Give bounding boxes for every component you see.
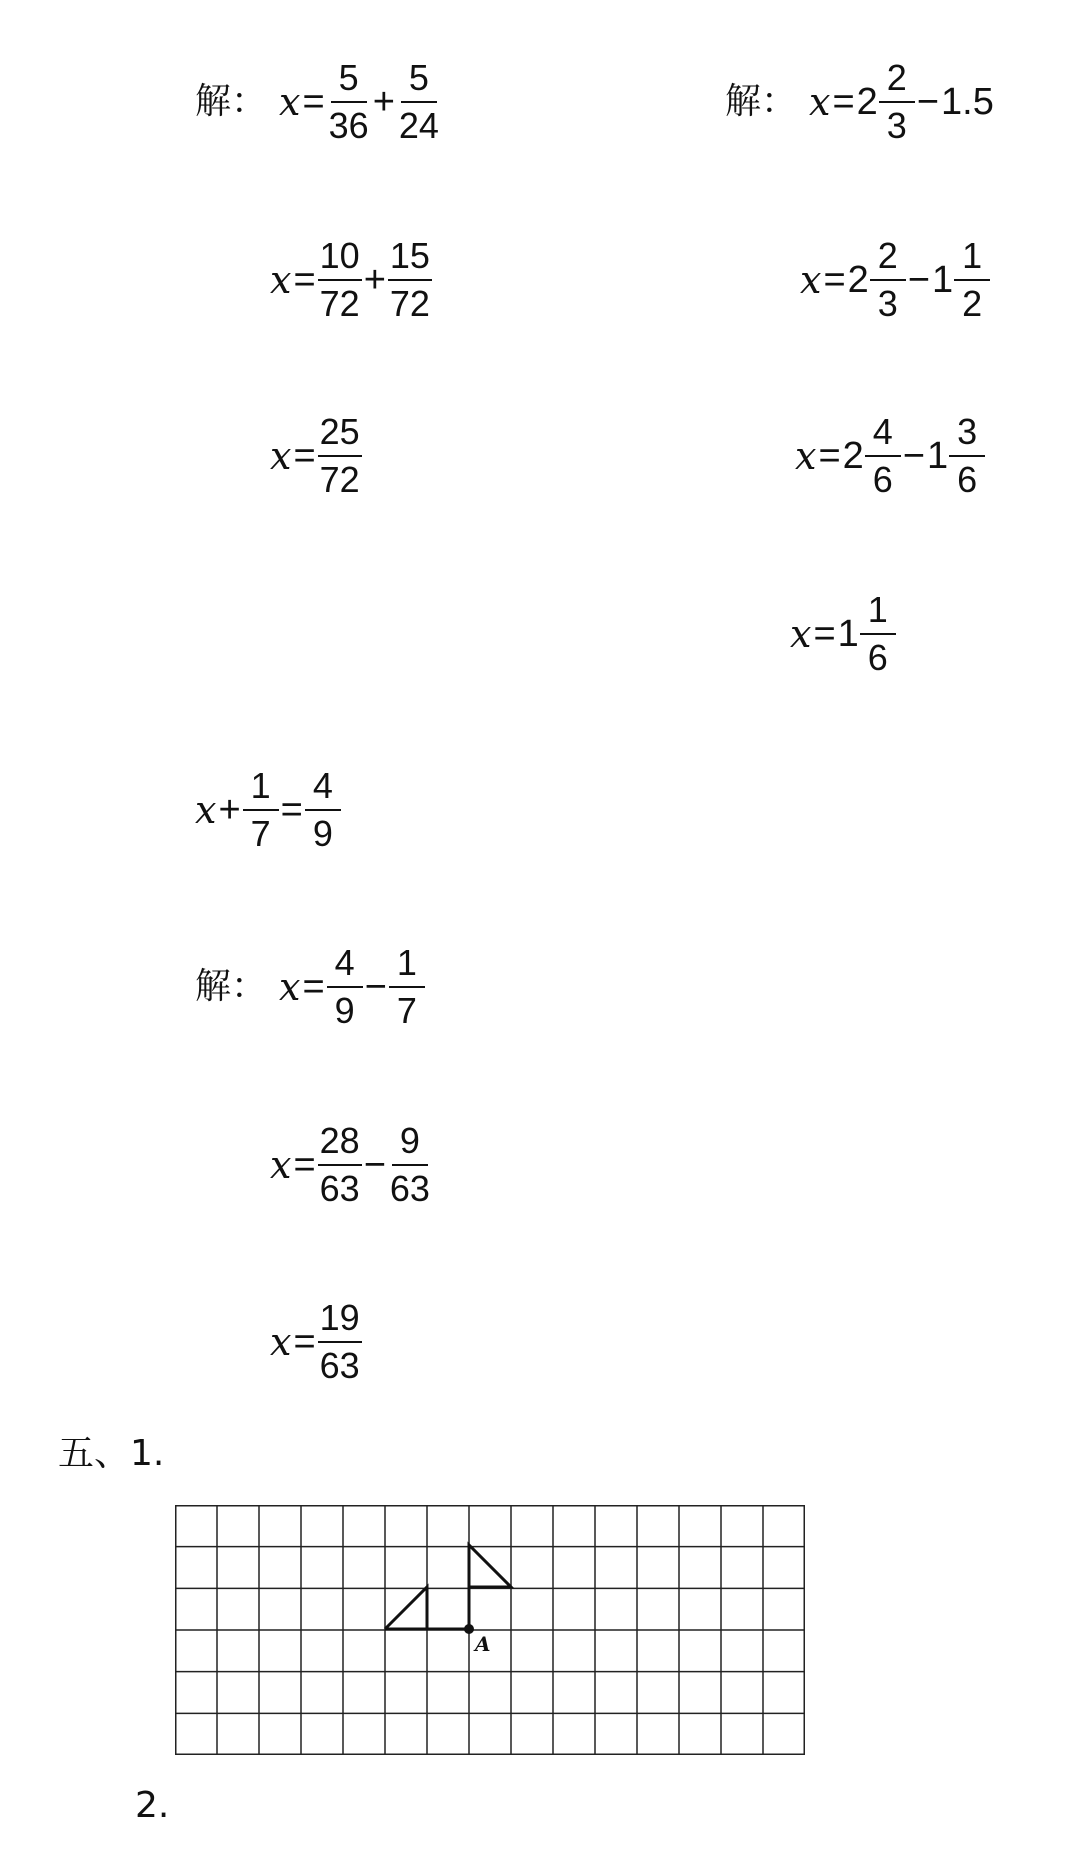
fraction: $\frac{10}{72}$ [319,235,360,324]
variable-x: x [195,788,217,832]
variable-x: x [270,1320,292,1364]
fraction: $\frac{25}{72}$ [319,411,360,500]
grid-svg [175,1505,805,1755]
left-eq-6 [270,1297,362,1386]
left-eq-4 [195,942,425,1031]
fraction: $\frac{5}{36}$ [328,57,369,146]
variable-x: x [279,80,301,124]
equals-sign: = [813,613,836,655]
point-a [464,1624,474,1634]
fraction: $\frac{19}{63}$ [319,1297,360,1386]
variable-x: x [790,612,812,656]
fraction: $\frac{2}{3}$ [870,238,906,322]
right-eq-2: x = 2 $\frac{2}{3}$ − 1 $\frac{1}{2}$ [800,238,990,322]
fraction: $\frac{5}{24}$ [398,57,439,146]
equals-sign: = [293,1144,316,1186]
triangle-right [469,1545,511,1629]
left-eq-5 [270,1120,432,1209]
variable-x: x [270,434,292,478]
equals-sign: = [293,259,316,301]
problem-equation [195,765,341,854]
minus-sign: − [364,966,387,1008]
equals-sign: = [280,789,303,831]
fraction: $\frac{4}{9}$ [305,768,341,852]
equals-sign: = [832,81,855,123]
left-eq-1 [195,57,441,146]
minus-sign: − [907,259,930,301]
left-eq-3 [270,411,362,500]
variable-x: x [800,258,822,302]
equals-sign: = [302,966,325,1008]
section-heading: 五、1. [58,1433,165,1474]
section-item-2: 2. [135,1785,170,1826]
equals-sign: = [302,81,325,123]
solve-label: 解： [725,81,798,122]
left-eq-2 [270,235,432,324]
fraction: $\frac{9}{63}$ [389,1120,430,1209]
fraction: $\frac{1}{2}$ [954,238,990,322]
variable-x: x [795,434,817,478]
triangle-left [385,1587,427,1629]
solve-label: 解： [195,81,268,122]
plus-sign: + [363,259,386,301]
variable-x: x [270,1143,292,1187]
plus-sign: + [372,81,395,123]
fraction: $\frac{28}{63}$ [319,1120,360,1209]
point-a-label: A [475,1632,491,1656]
minus-sign: − [902,435,925,477]
right-eq-3: x = 2 $\frac{4}{6}$ − 1 $\frac{3}{6}$ [795,414,985,498]
right-eq-4: x = 1 $\frac{1}{6}$ [790,592,896,676]
minus-sign: − [916,81,939,123]
equals-sign: = [293,435,316,477]
fraction: $\frac{15}{72}$ [389,235,430,324]
equals-sign: = [293,1321,316,1363]
solve-label: 解： [195,966,268,1007]
fraction: $\frac{4}{9}$ [327,945,363,1029]
fraction: $\frac{1}{7}$ [389,945,425,1029]
variable-x: x [279,965,301,1009]
variable-x: x [270,258,292,302]
minus-sign: − [363,1144,386,1186]
grid-figure [175,1505,805,1760]
right-eq-1: 解： x = 2 $\frac{2}{3}$ − 1.5 [725,57,994,146]
equals-sign: = [823,259,846,301]
fraction: $\frac{4}{6}$ [865,414,901,498]
fraction: $\frac{1}{7}$ [243,768,279,852]
plus-sign: + [218,789,241,831]
fraction: $\frac{3}{6}$ [949,414,985,498]
variable-x: x [809,80,831,124]
equals-sign: = [818,435,841,477]
fraction: $\frac{1}{6}$ [860,592,896,676]
fraction: $\frac{2}{3}$ [879,60,915,144]
